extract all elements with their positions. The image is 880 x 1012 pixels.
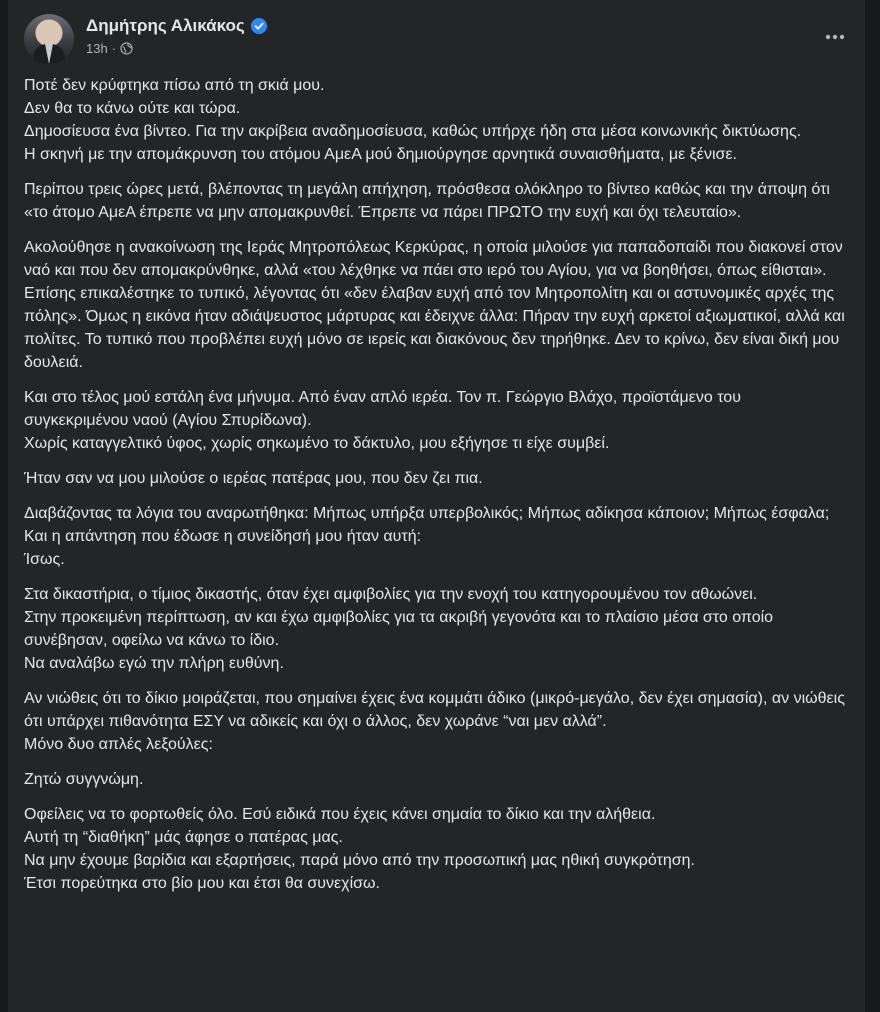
post-meta xyxy=(86,41,133,56)
post-paragraph: Οφείλεις να το φορτωθείς όλο. Εσύ ειδικά που έχεις κάνει σημαία το δίκιο και την αλήθεια. Αυτή τη “διαθήκη” μάς άφησε ο πατέρας μας. Να μην έχουμε βαρίδια και εξαρτήσεις, παρά μόνο από την προσωπική μας ηθική συγκρότηση. Έτσι πορεύτηκα στο βίο μου και έτσι θα συνεχίσω. xyxy=(24,806,695,892)
post-paragraph: Ήταν σαν να μου μιλούσε ο ιερέας πατέρας μου, που δεν ζει πια. xyxy=(24,470,483,487)
post-paragraph: Ακολούθησε η ανακοίνωση της Ιεράς Μητροπόλεως Κερκύρας, η οποία μιλούσε για παπαδοπαίδι που διακονεί στον ναό και που δεν απομακρύνθηκε, αλλά «του λέχθηκε να πάει στο ιερό του Αγίου, για να βοηθήσει, όπως είθισται». Επίσης επικαλέστηκε το τυπικό, λέγοντας ότι «δεν έλαβαν ευχή από τον Μητροπολίτη και οι αστυνομικές αρχές της πόλης». Όμως η εικόνα ήταν αδιάψευστος μάρτυρας και έδειχνε άλλα: Πήραν την ευχή αρκετοί αξιωματικοί, αλλά και πολίτες. Το τυπικό που προβλέπει ευχή μόνο σε ιερείς και διακόνους δεν τηρήθηκε. Δεν το κρίνω, δεν είναι δική μου δουλειά. xyxy=(24,239,845,371)
author-name-row xyxy=(86,16,267,36)
author-avatar[interactable] xyxy=(24,14,74,64)
meta-separator: · xyxy=(111,41,117,56)
verified-badge-icon xyxy=(251,18,267,34)
post-paragraph: Ποτέ δεν κρύφτηκα πίσω από τη σκιά μου. Δεν θα το κάνω ούτε και τώρα. Δημοσίευσα ένα βίντεο. Για την ακρίβεια αναδημοσίευσα, καθώς υπήρχε ήδη στα μέσα κοινωνικής δικτύωσης. Η σκηνή με την απομάκρυνση του ατόμου ΑμεΑ μού δημιούργησε αρνητικά συναισθήματα, με ξένισε. xyxy=(24,77,802,163)
post-paragraph: Διαβάζοντας τα λόγια του αναρωτήθηκα: Μήπως υπήρξα υπερβολικός; Μήπως αδίκησα κάποιον; Μήπως έσφαλα; Και η απάντηση που έδωσε η συνείδησή μου ήταν αυτή: Ίσως. xyxy=(24,505,830,568)
post-paragraph: Στα δικαστήρια, ο τίμιος δικαστής, όταν έχει αμφιβολίες για την ενοχή του κατηγορουμένου τον αθωώνει. Στην προκειμένη περίπτωση, αν και έχω αμφιβολίες για τα ακριβή γεγονότα και το πλαίσιο μέσα στο οποίο συνέβησαν, οφείλω να κάνω το ίδιο. Να αναλάβω εγώ την πλήρη ευθύνη. xyxy=(24,586,774,672)
post-paragraph: Ζητώ συγγνώμη. xyxy=(24,771,144,788)
post-card xyxy=(8,0,865,1012)
post-header xyxy=(24,14,849,64)
post-paragraph: Περίπου τρεις ώρες μετά, βλέποντας τη μεγάλη απήχηση, πρόσθεσα ολόκληρο το βίντεο καθώς και την άποψη ότι «το άτομο ΑμεΑ έπρεπε να μην απομακρυνθεί. Έπρεπε να πάρει ΠΡΩΤΟ την ευχή και όχι τελευταίο». xyxy=(24,181,830,221)
more-options-icon xyxy=(825,27,845,45)
post-body xyxy=(24,74,849,907)
post-timestamp[interactable]: 13h xyxy=(86,41,108,56)
post-paragraph: Και στο τέλος μού εστάλη ένα μήνυμα. Από έναν απλό ιερέα. Τον π. Γεώργιο Βλάχο, προϊστάμενο του συγκεκριμένου ναού (Αγίου Σπυρίδωνα). Χωρίς καταγγελτικό ύφος, χωρίς σηκωμένο το δάκτυλο, μου εξήγησε τι είχε συμβεί. xyxy=(24,389,741,452)
globe-icon[interactable] xyxy=(120,42,133,55)
author-name[interactable]: Δημήτρης Αλικάκος xyxy=(86,16,245,35)
post-paragraph: Αν νιώθεις ότι το δίκιο μοιράζεται, που σημαίνει έχεις ένα κομμάτι άδικο (μικρό-μεγάλο, δεν έχει σημασία), αν νιώθεις ότι υπάρχει πιθανότητα ΕΣΥ να αδικείς και όχι ο άλλος, δεν χωράνε “ναι μεν αλλά”. Μόνο δυο απλές λεξούλες: xyxy=(24,690,845,753)
more-options-button[interactable] xyxy=(817,18,853,54)
